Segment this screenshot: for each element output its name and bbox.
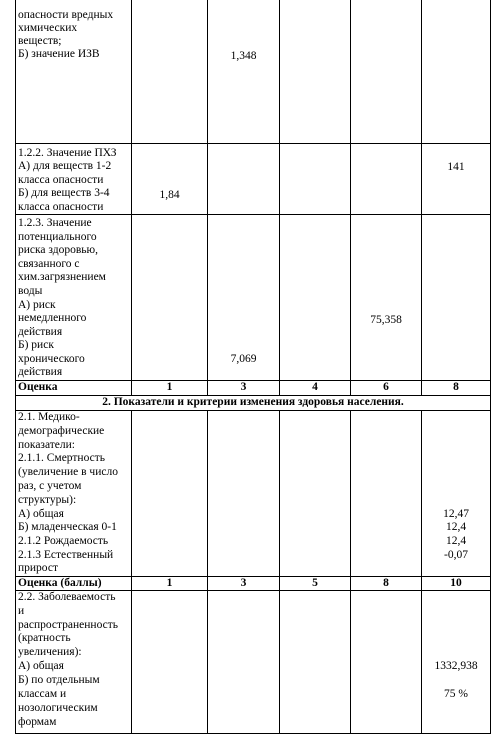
- table-col-divider-3b: [279, 410, 280, 734]
- row4-label-line: раз, с учетом: [18, 480, 82, 492]
- table-border-left: [15, 0, 16, 734]
- row2-col1-value: 1,84: [159, 189, 180, 201]
- row4-col5-value: 12,4: [445, 521, 467, 533]
- row4-col5-value: 12,4: [445, 535, 467, 547]
- table-col-divider-3: [279, 0, 280, 395]
- score2-value: 8: [383, 577, 389, 589]
- document-table: [15, 0, 491, 734]
- row3-label-line: хим.загрязнением: [18, 271, 106, 283]
- row3-label-line: действия: [18, 366, 63, 378]
- score2-value: 1: [166, 577, 173, 589]
- table-border-right: [490, 0, 491, 734]
- row5-label-line: (кратность: [18, 632, 71, 644]
- row4-col5-value: 12,47: [443, 508, 469, 520]
- row1-label-line: опасности вредных: [18, 9, 114, 21]
- row4-col5-value: -0,07: [444, 549, 468, 561]
- row3-label-line: хронического: [18, 353, 85, 365]
- row4-label-line: структуры):: [18, 494, 77, 506]
- row3-label-line: 1.2.3. Значение: [18, 217, 92, 229]
- table-col-divider-5: [421, 0, 422, 395]
- row5-label-line: нозологическим: [18, 702, 98, 714]
- score1-label: Оценка: [18, 381, 58, 393]
- row1-label-line: Б) значение ИЗВ: [18, 48, 100, 60]
- row3-col4-value: 75,358: [370, 314, 402, 326]
- score1-value: 4: [312, 381, 318, 393]
- row-divider-5: [15, 410, 491, 411]
- row5-label-line: формам: [18, 716, 57, 728]
- table-col-divider-2b: [207, 410, 208, 734]
- row4-label-line: демографические: [18, 425, 105, 437]
- row3-label-line: немедленного: [18, 312, 87, 324]
- row1-col2-value: 1,348: [230, 50, 257, 62]
- row4-label-line: Б) младенческая 0-1: [18, 521, 117, 533]
- row4-label-line: 2.1.1. Смертность: [18, 452, 105, 464]
- row3-label-line: А) риск: [18, 299, 56, 311]
- row5-label-line: и: [18, 605, 25, 617]
- row2-label-line: А) для веществ 1-2: [18, 160, 112, 172]
- row5-label-line: увеличения):: [18, 646, 82, 658]
- row2-label-line: класса опасности: [18, 201, 104, 213]
- row3-label-line: риска здоровью,: [18, 244, 98, 256]
- score1-value: 3: [240, 381, 247, 393]
- row5-col5-value: 1332,938: [434, 660, 478, 672]
- row2-label-line: 1.2.2. Значение ПХЗ: [18, 147, 117, 159]
- row3-label-line: воды: [18, 285, 43, 297]
- row4-label-line: (увеличение в число: [18, 466, 118, 478]
- row1-label-line: веществ;: [18, 35, 62, 47]
- row-divider-1: [15, 143, 491, 144]
- row3-label-line: потенциального: [18, 231, 97, 243]
- row5-label-line: Б) по отдельным: [18, 674, 100, 686]
- row4-label-line: 2.1.3 Естественный: [18, 549, 114, 561]
- row2-label-line: Б) для веществ 3-4: [18, 187, 110, 199]
- row5-col5-value: 75 %: [444, 688, 468, 700]
- table-col-divider-5b: [421, 410, 422, 734]
- row5-label-line: распространенность: [18, 619, 119, 631]
- row5-label-line: 2.2. Заболеваемость: [18, 591, 116, 603]
- table-col-divider-4b: [350, 410, 351, 734]
- score2-value: 3: [240, 577, 247, 589]
- row5-label-line: А) общая: [18, 660, 64, 672]
- row1-label-line: химических: [18, 22, 78, 34]
- row4-label-line: прирост: [18, 562, 58, 574]
- score2-label: Оценка (баллы): [18, 577, 102, 589]
- table-col-divider-1b: [131, 410, 132, 734]
- row4-label-line: 2.1. Медико-: [18, 411, 80, 423]
- row4-label-line: 2.1.2 Рождаемость: [18, 535, 109, 547]
- row4-label-line: показатели:: [18, 439, 75, 451]
- table-col-divider-4: [350, 0, 351, 395]
- score2-value: 5: [312, 577, 318, 589]
- row3-label-line: связанного с: [18, 258, 80, 270]
- row3-label-line: Б) риск: [18, 339, 54, 351]
- row4-label-line: А) общая: [18, 508, 64, 520]
- score1-value: 1: [166, 381, 173, 393]
- row2-col5-value: 141: [447, 161, 465, 173]
- row2-label-line: класса опасности: [18, 174, 104, 186]
- score1-value: 6: [383, 381, 389, 393]
- row5-label-line: классам и: [18, 688, 67, 700]
- section2-title: 2. Показатели и критерии изменения здоровья населения.: [102, 396, 404, 408]
- row3-col2-value: 7,069: [230, 353, 257, 365]
- score1-value: 8: [453, 381, 459, 393]
- score2-value: 10: [450, 577, 462, 589]
- row3-label-line: действия: [18, 326, 63, 338]
